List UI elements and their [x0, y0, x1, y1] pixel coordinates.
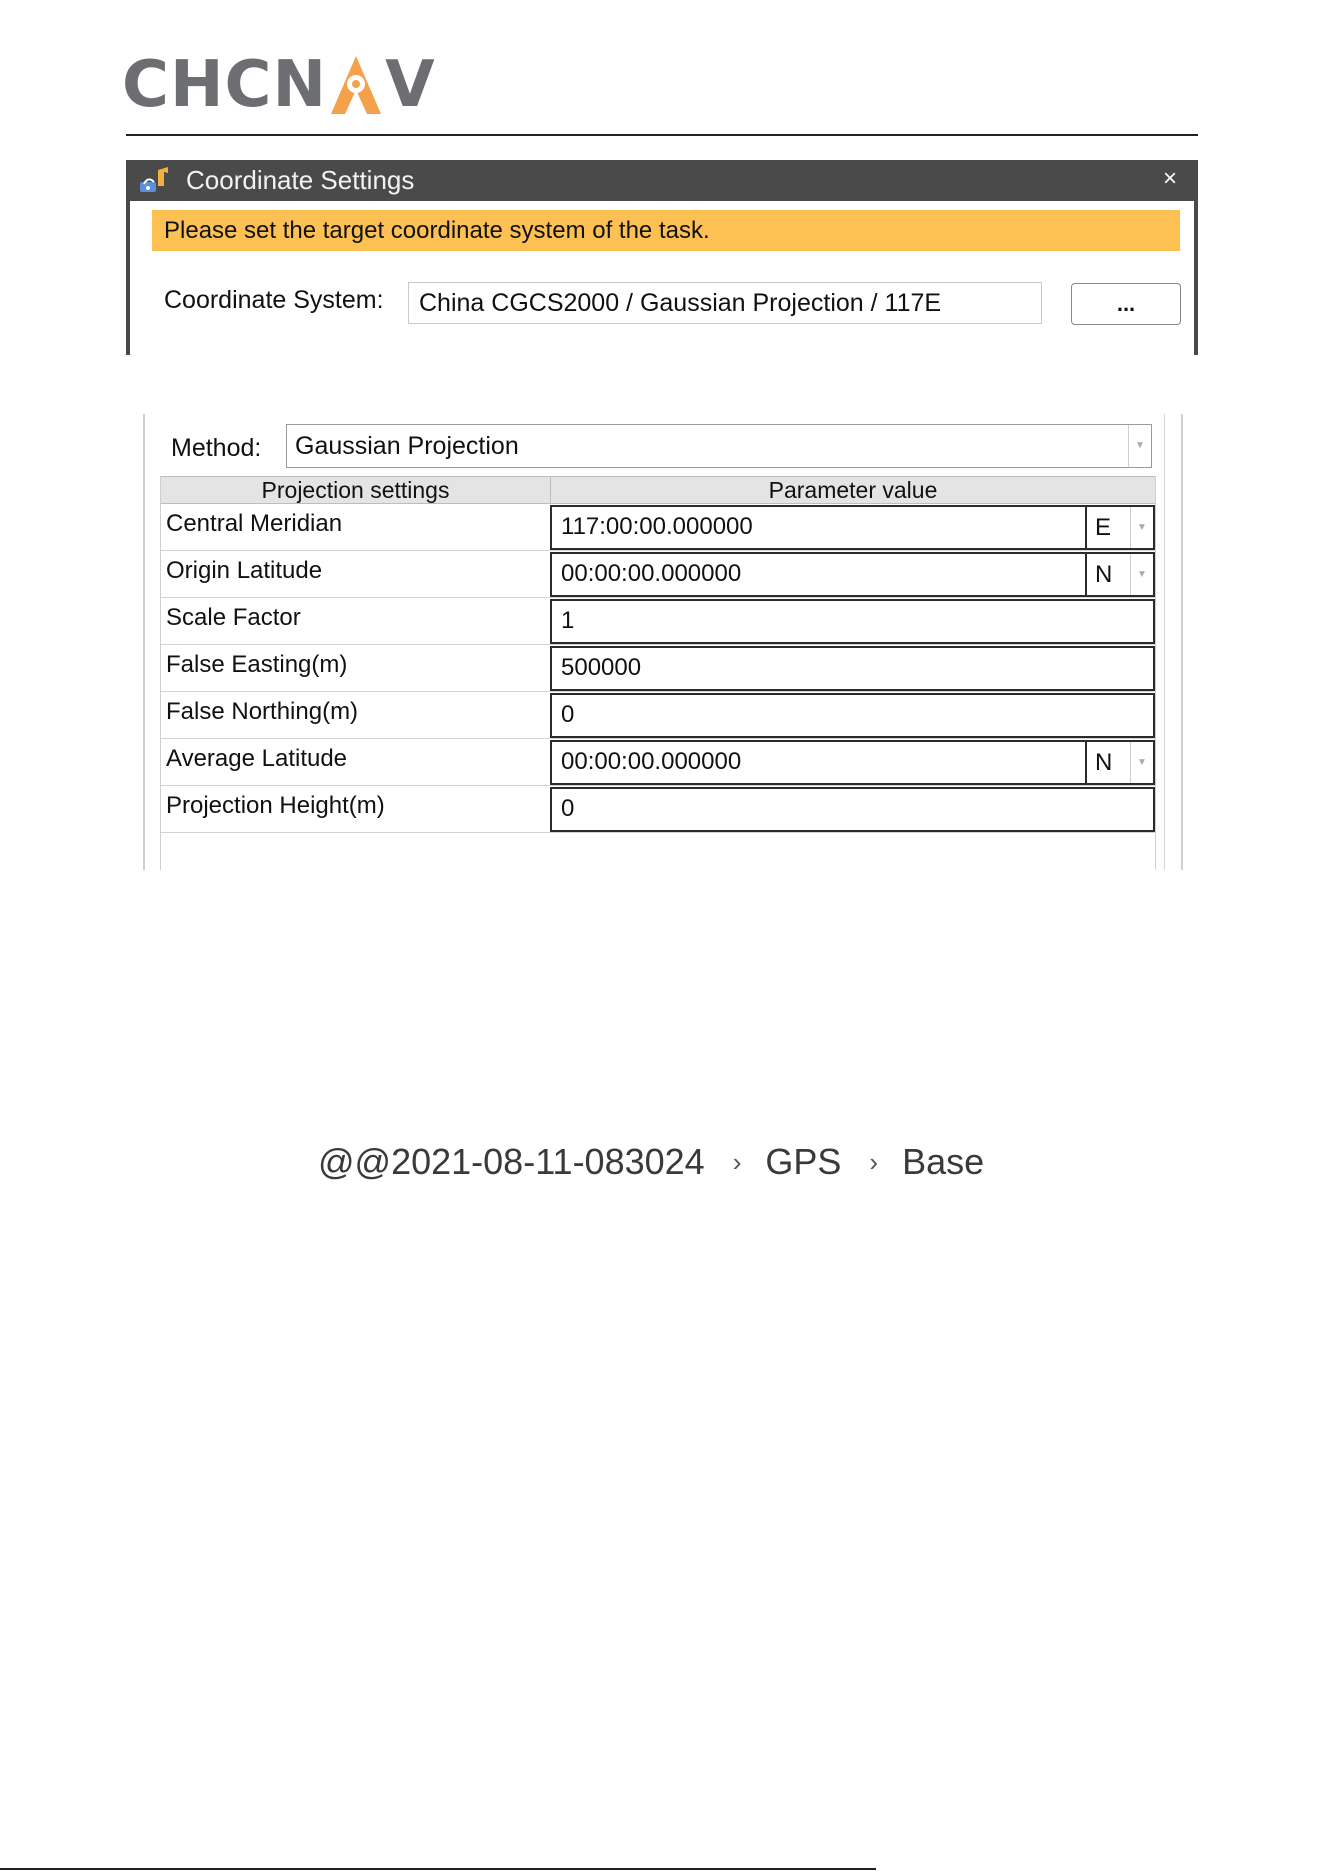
footer-divider [0, 1868, 876, 1870]
chevron-down-icon[interactable]: ▼ [1130, 507, 1153, 548]
location-pin-icon [329, 54, 383, 116]
hemisphere-dropdown[interactable] [1087, 505, 1155, 550]
chevron-down-icon[interactable]: ▼ [1128, 425, 1151, 467]
panel-border-right [1181, 414, 1183, 870]
table-row [161, 645, 1155, 692]
logo-text-left: CHCN [122, 48, 328, 122]
dialog-title: Coordinate Settings [186, 165, 415, 195]
row-label: False Northing(m) [166, 698, 359, 725]
table-row [161, 692, 1155, 739]
dialog-titlebar [126, 160, 1198, 201]
breadcrumb-item-project[interactable]: @@2021-08-11-083024 [318, 1141, 705, 1182]
table-row [161, 786, 1155, 833]
row-label: Scale Factor [166, 604, 301, 631]
scale-factor-input[interactable]: 1 [550, 599, 1155, 644]
hemisphere-dropdown[interactable] [1087, 552, 1155, 597]
header-divider [126, 134, 1198, 136]
hemisphere-value: N [1095, 749, 1113, 776]
table-header [161, 476, 1155, 504]
table-row [161, 598, 1155, 645]
close-icon[interactable]: × [1162, 165, 1177, 192]
table-row [161, 551, 1155, 598]
coordinate-system-label: Coordinate System: [164, 286, 384, 314]
table-row [161, 739, 1155, 786]
row-label: Projection Height(m) [166, 792, 385, 819]
logo-text-right: V [385, 48, 436, 122]
projection-height-input[interactable]: 0 [550, 787, 1155, 832]
projection-panel [143, 414, 1183, 870]
browse-coordinate-system-button[interactable]: ... [1071, 283, 1181, 325]
method-value: Gaussian Projection [295, 432, 519, 460]
row-label: Central Meridian [166, 510, 343, 537]
central-meridian-input[interactable]: 117:00:00.000000 [550, 505, 1087, 550]
satellite-icon [138, 166, 172, 196]
coordinate-system-field[interactable]: China CGCS2000 / Gaussian Projection / 117E [408, 282, 1042, 324]
origin-latitude-input[interactable]: 00:00:00.000000 [550, 552, 1087, 597]
method-dropdown[interactable] [286, 424, 1152, 468]
coordinate-settings-dialog [126, 160, 1198, 355]
chevron-down-icon[interactable]: ▼ [1130, 554, 1153, 595]
average-latitude-input[interactable]: 00:00:00.000000 [550, 740, 1087, 785]
chcnav-logo [122, 50, 436, 120]
table-row [161, 504, 1155, 551]
projection-table [160, 476, 1156, 870]
hemisphere-dropdown[interactable] [1087, 740, 1155, 785]
chevron-right-icon: › [869, 1146, 879, 1177]
panel-border-left [143, 414, 145, 870]
breadcrumb-item-gps[interactable]: GPS [765, 1141, 842, 1182]
banner-text: Please set the target coordinate system of the task. [164, 216, 710, 244]
chevron-right-icon: › [732, 1146, 742, 1177]
column-header-settings: Projection settings [261, 477, 450, 503]
row-label: Average Latitude [166, 745, 348, 772]
method-label: Method: [171, 434, 262, 462]
hemisphere-value: E [1095, 514, 1112, 541]
breadcrumb-item-base[interactable]: Base [902, 1141, 985, 1182]
chevron-down-icon[interactable]: ▼ [1130, 742, 1153, 783]
row-label: False Easting(m) [166, 651, 348, 678]
row-label: Origin Latitude [166, 557, 323, 584]
false-northing-input[interactable]: 0 [550, 693, 1155, 738]
false-easting-input[interactable]: 500000 [550, 646, 1155, 691]
column-header-value: Parameter value [768, 477, 938, 503]
instruction-banner [152, 210, 1180, 251]
hemisphere-value: N [1095, 561, 1113, 588]
breadcrumb [318, 1140, 984, 1184]
panel-border-inner [1164, 414, 1165, 870]
